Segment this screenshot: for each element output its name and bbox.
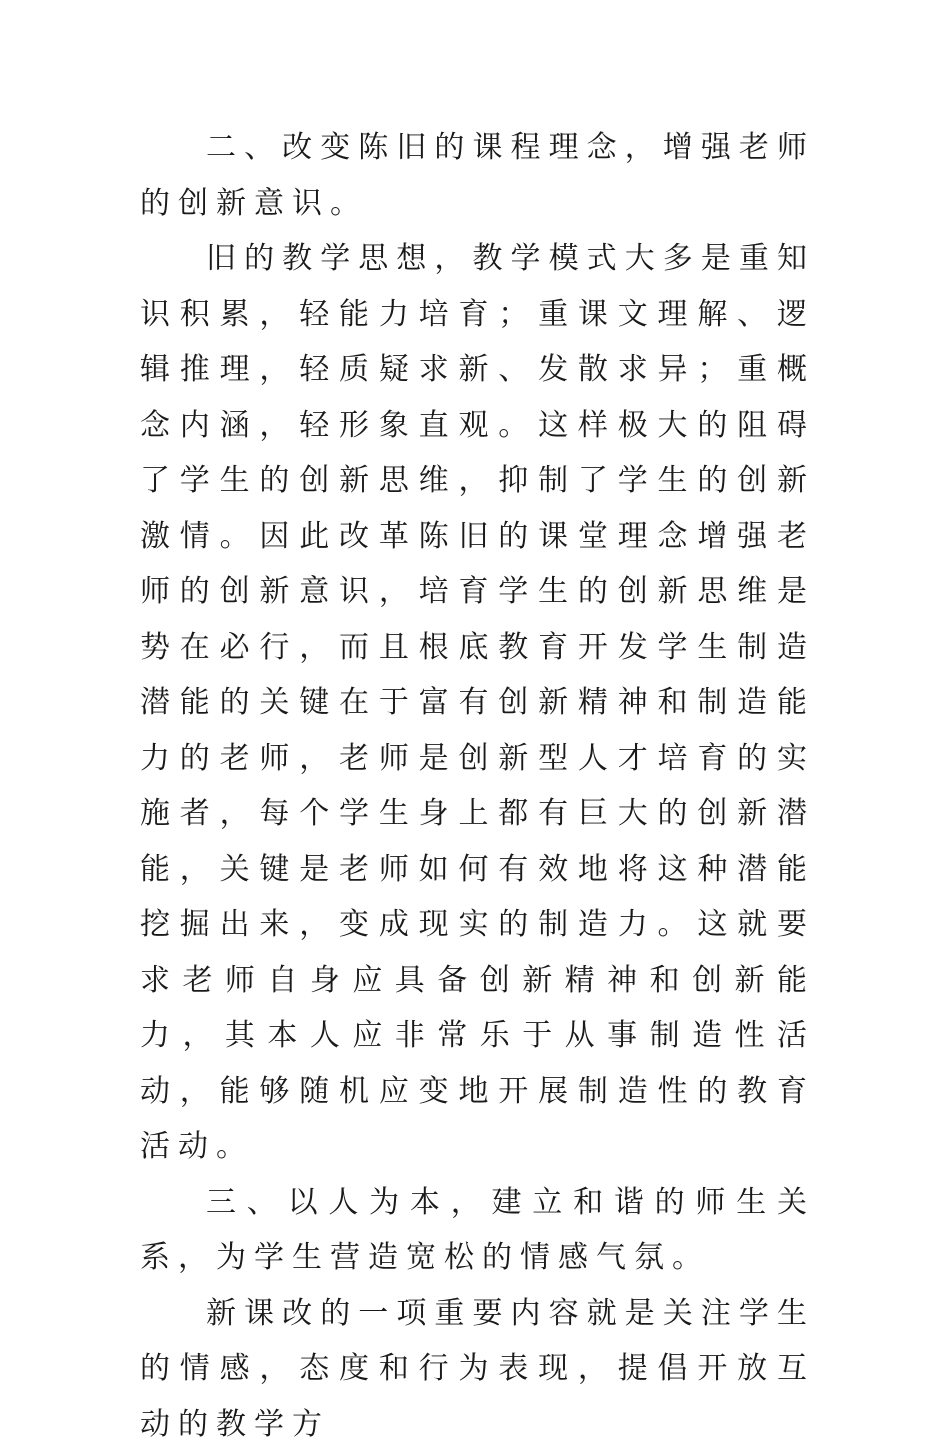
body-paragraph: 新课改的一项重要内容就是关注学生的情感，态度和行为表现，提倡开放互动的教学方	[140, 1286, 815, 1452]
body-paragraph: 旧的教学思想，教学模式大多是重知识积累，轻能力培育；重课文理解、逻辑推理，轻质疑求新、发散求异；重概念内涵，轻形象直观。这样极大的阻碍了学生的创新思维，抑制了学生的创新激情。因此改革陈旧的课堂理念增强老师的创新意识，培育学生的创新思维是势在必行，而且根底教育开发学生制造潜能的关键在于富有创新精神和制造能力的老师，老师是创新型人才培育的实施者，每个学生身上都有巨大的创新潜能，关键是老师如何有效地将这种潜能挖掘出来，变成现实的制造力。这就要求老师自身应具备创新精神和创新能力，其本人应非常乐于从事制造性活动，能够随机应变地开展制造性的教育活动。	[140, 231, 815, 1175]
section-heading-three: 三、以人为本，建立和谐的师生关系，为学生营造宽松的情感气氛。	[140, 1175, 815, 1286]
document-body	[140, 120, 815, 1452]
section-heading-two: 二、改变陈旧的课程理念，增强老师的创新意识。	[140, 120, 815, 231]
